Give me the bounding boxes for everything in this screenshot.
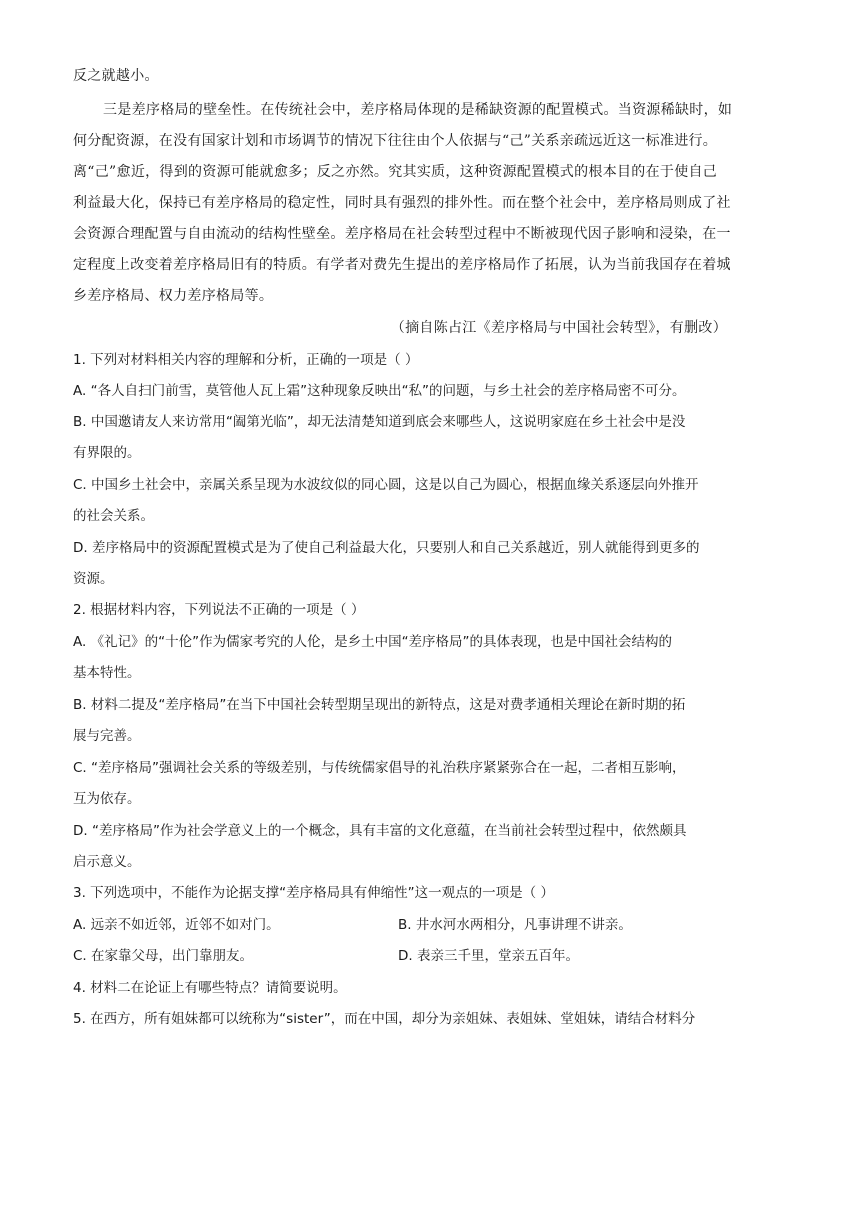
question-stem: 1. 下列对材料相关内容的理解和分析，正确的一项是（ ） [73,352,419,368]
option-d-cont: 资源。 [73,571,114,587]
passage-line: 反之就越小。 [73,68,159,84]
passage-line: 利益最大化，保持已有差序格局的稳定性，同时具有强烈的排外性。而在整个社会中，差序格局则成了社 [73,195,731,211]
passage-line: 乡差序格局、权力差序格局等。 [73,288,274,304]
passage-line: 定程度上改变着差序格局旧有的特质。有学者对费先生提出的差序格局作了拓展，认为当前我国存在着城 [73,257,731,273]
passage-line: 会资源合理配置与自由流动的结构性壁垒。差序格局在社会转型过程中不断被现代因子影响和浸染，在一 [73,226,731,242]
option-a-cont: 基本特性。 [73,665,141,681]
passage-line: 离“己”愈近，得到的资源可能就愈多；反之亦然。究其实质，这种资源配置模式的根本目的在于使自己 [73,164,718,180]
option-c: C. 在家靠父母，出门靠朋友。 [73,948,254,964]
option-a: A. 《礼记》的“十伦”作为儒家考究的人伦，是乡土中国“差序格局”的具体表现，也是中国社会结构的 [73,634,673,650]
option-c: C. “差序格局”强调社会关系的等级差别，与传统儒家倡导的礼治秩序紧紧弥合在一起，二者相互影响， [73,760,686,776]
option-d-cont: 启示意义。 [73,854,141,870]
option-b: B. 井水河水两相分，凡事讲理不讲亲。 [398,917,632,933]
option-b: B. 材料二提及“差序格局”在当下中国社会转型期呈现出的新特点，这是对费孝通相关理论在新时期的拓 [73,697,686,713]
option-c-cont: 互为依存。 [73,791,141,807]
option-d: D. 表亲三千里，堂亲五百年。 [398,948,579,964]
option-a: A. “各人自扫门前雪，莫管他人瓦上霜”这种现象反映出“私”的问题，与乡土社会的差序格局密不可分。 [73,383,686,399]
option-c-cont: 的社会关系。 [73,508,154,524]
option-b-cont: 有界限的。 [73,445,141,461]
question-stem: 2. 根据材料内容，下列说法不正确的一项是（ ） [73,602,365,618]
passage-line: 三是差序格局的壁垒性。在传统社会中，差序格局体现的是稀缺资源的配置模式。当资源稀缺时，如 [103,102,733,118]
question-stem: 5. 在西方，所有姐妹都可以统称为“sister”，而在中国，却分为亲姐妹、表姐妹、堂姐妹，请结合材料分 [73,1011,696,1027]
passage-source: （摘自陈占江《差序格局与中国社会转型》，有删改） [390,320,727,336]
passage-line: 何分配资源，在没有国家计划和市场调节的情况下往往由个人依据与“己”关系亲疏远近这一标准进行。 [73,133,718,149]
question-stem: 4. 材料二在论证上有哪些特点？请简要说明。 [73,980,347,996]
option-d: D. 差序格局中的资源配置模式是为了使自己利益最大化，只要别人和自己关系越近，别人就能得到更多的 [73,540,700,556]
question-stem: 3. 下列选项中，不能作为论据支撑“差序格局具有伸缩性”这一观点的一项是（ ） [73,885,554,901]
option-c: C. 中国乡土社会中，亲属关系呈现为水波纹似的同心圆，这是以自己为圆心，根据血缘关系逐层向外推开 [73,477,699,493]
option-b-cont: 展与完善。 [73,728,141,744]
option-b: B. 中国邀请友人来访常用“阖第光临”，却无法清楚知道到底会来哪些人，这说明家庭在乡土社会中是没 [73,414,686,430]
option-d: D. “差序格局”作为社会学意义上的一个概念，具有丰富的文化意蕴，在当前社会转型过程中，依然颇具 [73,823,687,839]
option-a: A. 远亲不如近邻，近邻不如对门。 [73,917,280,933]
